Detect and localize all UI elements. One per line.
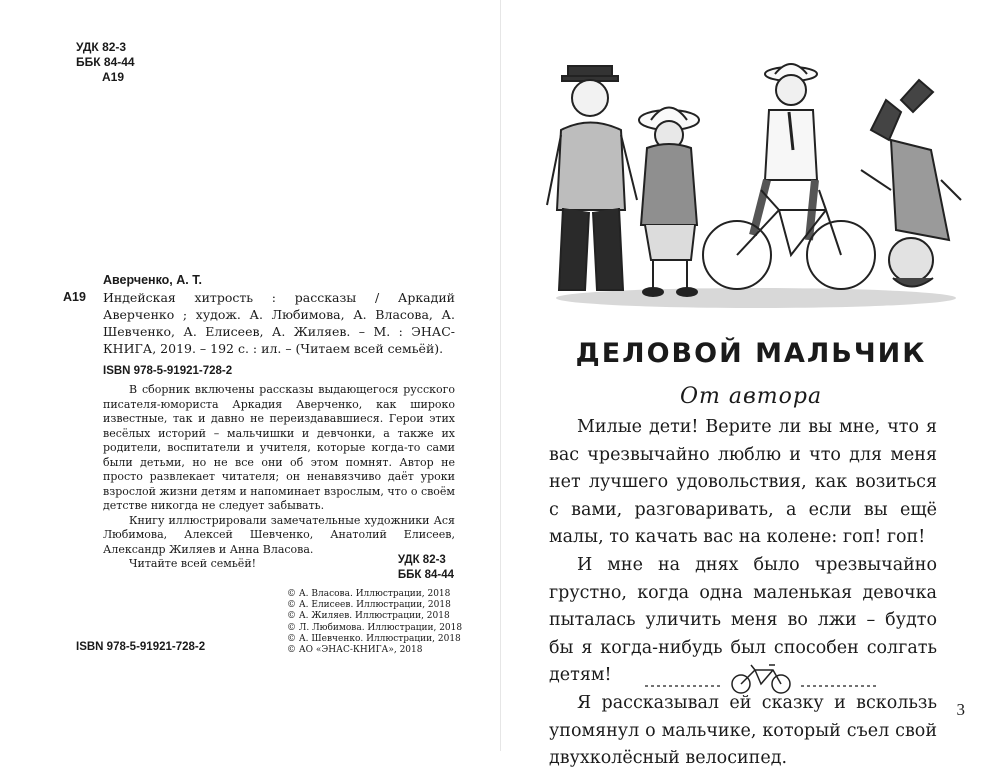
footer-codes <box>398 553 454 583</box>
classification-codes <box>76 40 135 85</box>
right-page <box>501 0 1001 769</box>
story-paragraph: И мне на днях было чрезвычайно грустно, когда одна маленькая девочка пыталась уличить меня во лжи – будто бы я когда-нибудь был способен солгать детям! <box>549 554 937 686</box>
bicycle-ornament-icon <box>641 660 881 696</box>
udk-code-footer: УДК 82-3 <box>397 554 446 566</box>
author-mark: А19 <box>102 70 125 84</box>
copyright-line: © А. Власова. Иллюстрации, 2018 <box>287 589 451 599</box>
boy-with-cap <box>547 66 637 290</box>
story-paragraph: Милые дети! Верите ли вы мне, что я вас чрезвычайно люблю и что для меня нет лучшего удовольствия, как возиться с вами, разговаривать, а если вы ещё малы, то качать вас на колене: гоп! гоп! <box>549 417 937 548</box>
annotation-paragraph: Книгу иллюстрировали замечательные художники Ася Любимова, Алексей Шевченко, Анатолий Елисеев, Александр Жиляев и Анна Власова. <box>103 513 455 556</box>
copyright-line: © А. Елисеев. Иллюстрации, 2018 <box>287 600 451 611</box>
isbn-record: ISBN 978-5-91921-728-2 <box>103 365 233 377</box>
boy-in-hat-back <box>639 108 699 297</box>
annotation-paragraph: В сборник включены рассказы выдающегося русского писателя-юмориста Аркадия Аверченко, как широко известные, так и давно не переиздававшиеся. Герои этих весёлых историй – мальчишки и девчонки, а также их родители, воспитатели и учителя, которые когда-то сами были детьми, но не все они об этом помнят. Автор не просто развлекает читателя; он ненавязчиво даёт уроки взрослой жизни детям и напоминает взрослым, что о своём детстве никогда не следует забывать. <box>103 383 455 512</box>
annotation-paragraph: Читайте всей семьёй! <box>129 557 257 570</box>
story-title: ДЕЛОВОЙ МАЛЬЧИК <box>575 338 927 369</box>
annotation <box>103 383 455 572</box>
author-mark-record: А19 <box>63 290 86 304</box>
story-subtitle: От автора <box>679 384 823 409</box>
story-paragraph: Я рассказывал ей сказку и вскользь упомянул о мальчике, который съел свой двухколёсный велосипед. <box>549 692 937 769</box>
copyright-line: © А. Жиляев. Иллюстрации, 2018 <box>287 611 450 622</box>
udk-code: УДК 82-3 <box>76 40 127 54</box>
book-description: Индейская хитрость : рассказы / Аркадий Аверченко ; худож. А. Любимова, А. Власова, А. Шевченко, А. Елисеев, А. Жиляев. – М. : ЭНАС-КНИГА, 2019. – 192 с. : ил. – (Читаем всей семьёй). <box>103 290 455 356</box>
story-text <box>549 414 937 773</box>
isbn-bottom: ISBN 978-5-91921-728-2 <box>76 641 206 653</box>
page-number: 3 <box>956 700 965 719</box>
copyright-list <box>287 589 462 656</box>
boy-upside-down <box>861 80 961 287</box>
copyright-line: © АО «ЭНАС-КНИГА», 2018 <box>287 645 423 656</box>
boy-on-bicycle <box>703 64 875 289</box>
left-page <box>0 0 500 751</box>
copyright-line: © А. Шевченко. Иллюстрации, 2018 <box>287 633 461 644</box>
bbk-code-footer: ББК 84-44 <box>397 569 454 581</box>
bbk-code: ББК 84-44 <box>76 55 135 69</box>
author-heading: Аверченко, А. Т. <box>103 273 202 287</box>
bibliographic-record <box>63 272 455 380</box>
copyright-line: © Л. Любимова. Иллюстрации, 2018 <box>287 622 463 633</box>
boys-illustration <box>541 40 971 310</box>
